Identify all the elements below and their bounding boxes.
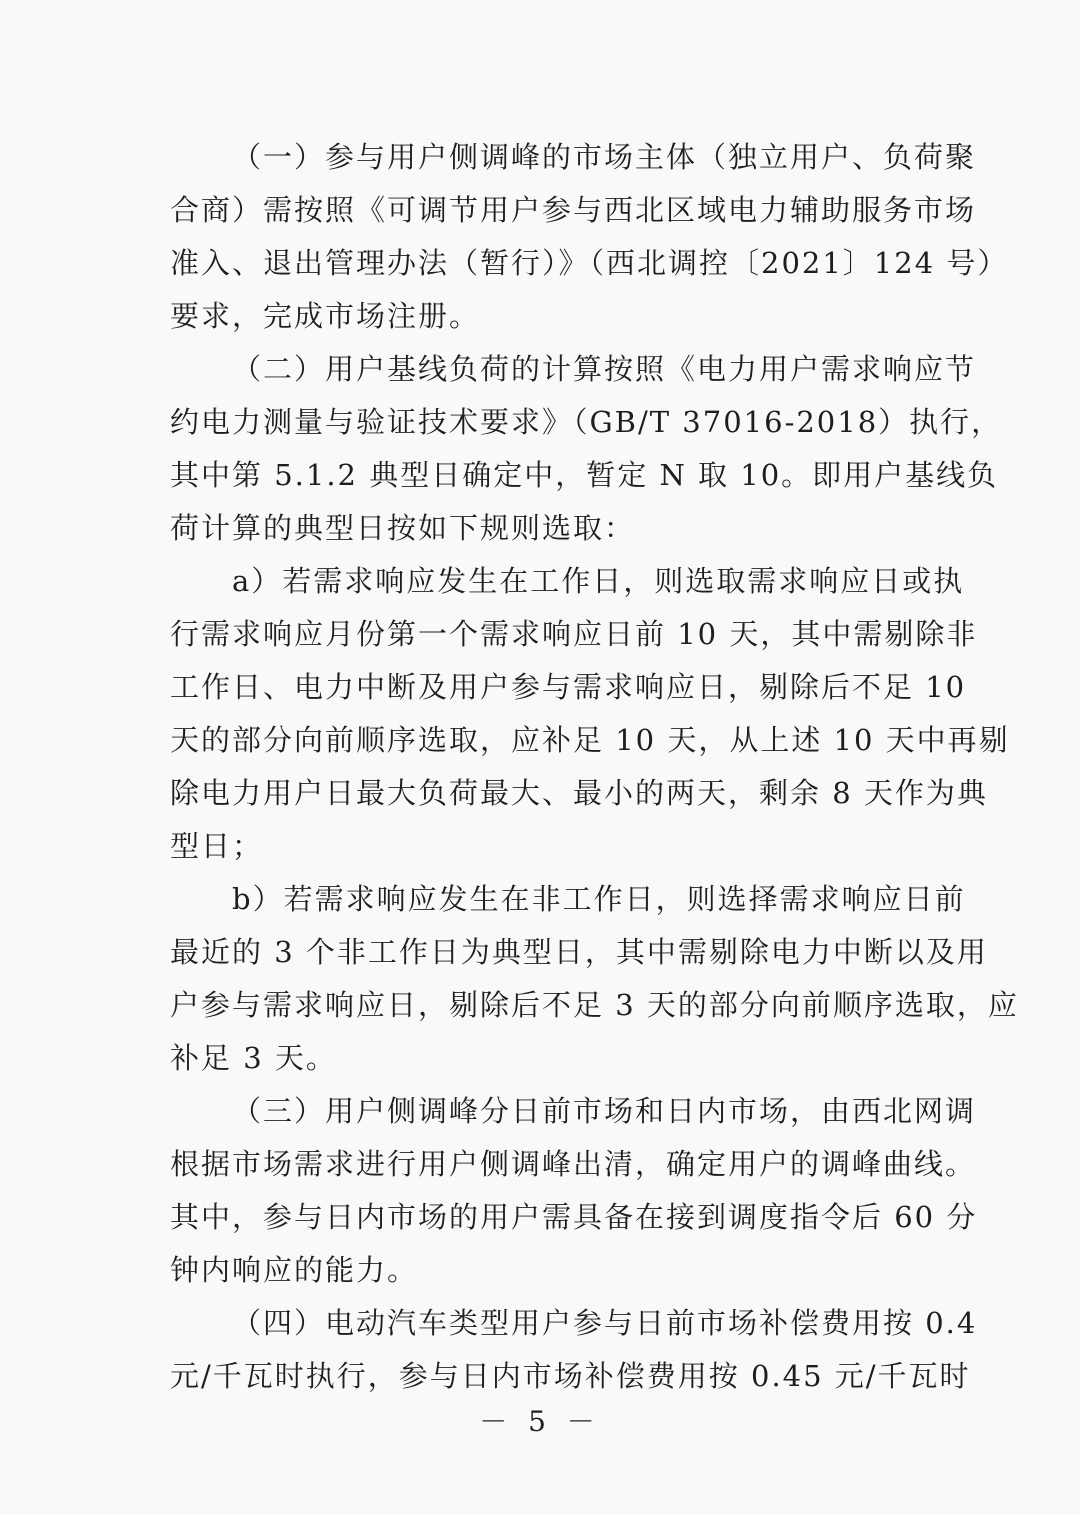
text-line: a）若需求响应发生在工作日，则选取需求响应日或执 <box>232 564 965 598</box>
text-line: （三）用户侧调峰分日前市场和日内市场，由西北网调 <box>232 1094 977 1128</box>
text-line: b）若需求响应发生在非工作日，则选择需求响应日前 <box>232 882 966 916</box>
text-line: 补足 3 天。 <box>170 1041 337 1075</box>
text-line: 其中，参与日内市场的用户需具备在接到调度指令后 60 分 <box>170 1200 978 1234</box>
text-line: 户参与需求响应日，剔除后不足 3 天的部分向前顺序选取，应 <box>170 988 1019 1022</box>
text-line: 工作日、电力中断及用户参与需求响应日，剔除后不足 10 <box>170 670 967 704</box>
text-line: （一）参与用户侧调峰的市场主体（独立用户、负荷聚 <box>232 140 977 174</box>
text-line: 根据市场需求进行用户侧调峰出清，确定用户的调峰曲线。 <box>170 1147 977 1181</box>
text-line: 钟内响应的能力。 <box>170 1253 419 1287</box>
text-line: （二）用户基线负荷的计算按照《电力用户需求响应节 <box>232 352 977 386</box>
text-line: 准入、退出管理办法（暂行）》（西北调控〔2021〕124 号） <box>170 246 1009 280</box>
text-line: 元/千瓦时执行，参与日内市场补偿费用按 0.45 元/千瓦时 <box>170 1359 971 1393</box>
text-line: 天的部分向前顺序选取，应补足 10 天，从上述 10 天中再剔 <box>170 723 1010 757</box>
text-line: 型日； <box>170 829 264 863</box>
text-line: （四）电动汽车类型用户参与日前市场补偿费用按 0.4 <box>232 1306 978 1340</box>
text-line: 行需求响应月份第一个需求响应日前 10 天，其中需剔除非 <box>170 617 978 651</box>
text-line: 荷计算的典型日按如下规则选取： <box>170 511 636 545</box>
text-line: 约电力测量与验证技术要求》（GB/T 37016-2018）执行， <box>170 405 1003 439</box>
text-line: 除电力用户日最大负荷最大、最小的两天，剩余 8 天作为典 <box>170 776 988 810</box>
text-line: 其中第 5.1.2 典型日确定中，暂定 N 取 10。即用户基线负 <box>170 458 999 492</box>
text-line: 合商）需按照《可调节用户参与西北区域电力辅助服务市场 <box>170 193 977 227</box>
text-line: 最近的 3 个非工作日为典型日，其中需剔除电力中断以及用 <box>170 935 988 969</box>
text-line: 要求，完成市场注册。 <box>170 299 481 333</box>
page-number: － 5 － <box>479 1405 601 1438</box>
